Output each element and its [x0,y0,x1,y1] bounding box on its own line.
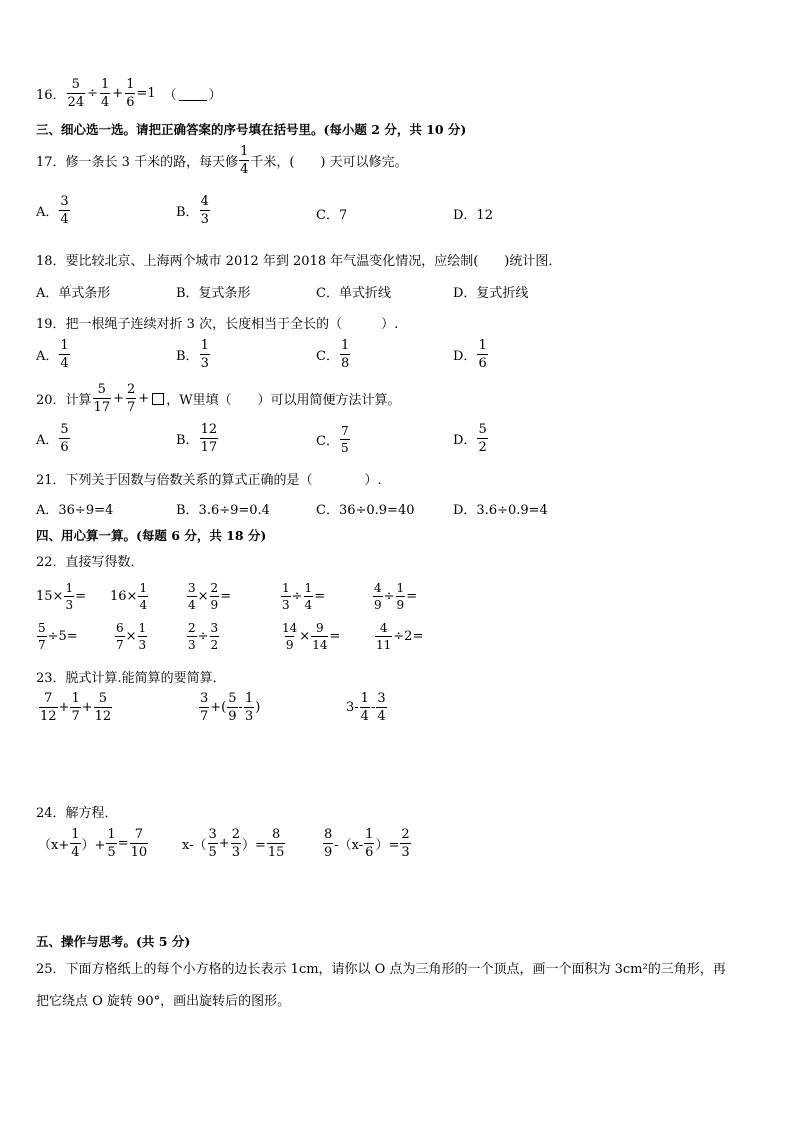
q17-option-d[interactable]: D．12 [453,208,493,223]
question-25-line-1: 25．下面方格纸上的每个小方格的边长表示 1cm，请你以 O 点为三角形的一个顶点，画一个面积为 3cm²的三角形，再 [36,962,726,977]
calc-item: $\frac{5}{7}$ ÷5= [38,621,78,652]
q17-option-c[interactable]: C．7 [316,208,348,223]
question-25-line-2: 把它绕点 O 旋转 90°，画出旋转后的图形。 [36,994,291,1009]
answer-blank[interactable] [179,87,207,101]
equation-1: （x+ $\frac{1}{4}$ ）+ $\frac{1}{5}$ = $\frac{7}{10}$ [38,827,148,860]
q20-option-a[interactable]: A． $\frac{5}{6}$ [36,422,69,455]
calc-item: $\frac{6}{7}$ × $\frac{1}{3}$ [116,621,147,652]
calc-item: 15× $\frac{1}{3}$ = [36,581,86,612]
q19-option-b[interactable]: B． $\frac{1}{3}$ [176,338,209,371]
expression-3: 3- $\frac{1}{4}$ - $\frac{3}{4}$ [346,691,386,724]
question-21: 21．下列关于因数与倍数关系的算式正确的是（ ）. [36,473,382,488]
question-24: 24．解方程． [36,806,118,821]
equation-3: $\frac{8}{9}$ -（x- $\frac{1}{6}$ ）= $\frac{2}{3}$ [324,827,410,860]
section-3-heading: 三、细心选一选。请把正确答案的序号填在括号里。(每小题 2 分，共 10 分) [36,122,467,137]
question-18: 18．要比较北京、上海两个城市 2012 年到 2018 年气温变化情况，应绘制( )统计图． [36,254,562,269]
q17-option-b[interactable]: B． $\frac{4}{3}$ [176,194,209,227]
q20-option-c[interactable]: C． $\frac{7}{5}$ [316,424,349,455]
expression-1: $\frac{7}{12}$ + $\frac{1}{7}$ + $\frac{5}{12}$ [40,691,112,724]
question-20: 20．计算 $\frac{5}{17}$ + $\frac{2}{7}$ + ，W里填（ ）可以用简便方法计算。 [36,382,401,415]
q20-option-d[interactable]: D． $\frac{5}{2}$ [453,422,487,455]
q18-option-d[interactable]: D．复式折线 [453,286,529,301]
q18-option-c[interactable]: C．单式折线 [316,286,391,301]
calc-item: $\frac{4}{11}$ ÷2= [376,621,424,652]
calc-item: $\frac{3}{4}$ × $\frac{2}{9}$ = [188,581,232,612]
q18-option-a[interactable]: A．单式条形 [36,286,111,301]
calc-item: $\frac{2}{3}$ ÷ $\frac{3}{2}$ [188,621,219,652]
q21-option-a[interactable]: A．36÷9=4 [36,503,114,518]
question-16: 16． $\frac{5}{24}$ ÷ $\frac{1}{4}$ + $\frac{1}{6}$ =1 （ ） [36,77,222,110]
q21-option-b[interactable]: B．3.6÷9=0.4 [176,503,270,518]
q19-option-d[interactable]: D． $\frac{1}{6}$ [453,338,487,371]
expression-2: $\frac{3}{7}$ +( $\frac{5}{9}$ - $\frac{1}{3}$ ) [200,691,261,724]
question-17: 17．修一条长 3 千米的路，每天修 $\frac{1}{4}$ 千米，( ) 天可以修完。 [36,144,408,177]
blank-square-icon [152,393,164,405]
calc-item: $\frac{4}{9}$ ÷ $\frac{1}{9}$ = [374,581,418,612]
q21-option-c[interactable]: C．36÷0.9=40 [316,503,415,518]
equation-2: x-（ $\frac{3}{5}$ + $\frac{2}{3}$ ）= $\frac{8}{15}$ [182,827,285,860]
question-22: 22．直接写得数． [36,555,144,570]
section-4-heading: 四、用心算一算。(每题 6 分，共 18 分) [36,528,267,543]
q17-option-a[interactable]: A． $\frac{3}{4}$ [36,194,69,227]
q21-option-d[interactable]: D．3.6÷0.9=4 [453,503,548,518]
calc-item: 16× $\frac{1}{4}$ [110,581,148,612]
question-19: 19．把一根绳子连续对折 3 次，长度相当于全长的（ ）. [36,317,399,332]
section-5-heading: 五、操作与思考。(共 5 分) [36,934,191,949]
calc-item: $\frac{14}{9}$ × $\frac{9}{14}$ = [282,621,341,652]
calc-item: $\frac{1}{3}$ ÷ $\frac{1}{4}$ = [282,581,326,612]
q19-option-a[interactable]: A． $\frac{1}{4}$ [36,338,69,371]
q19-option-c[interactable]: C． $\frac{1}{8}$ [316,338,350,371]
q18-option-b[interactable]: B．复式条形 [176,286,251,301]
question-23: 23．脱式计算.能简算的要简算． [36,671,226,686]
q20-option-b[interactable]: B． $\frac{12}{17}$ [176,422,218,455]
